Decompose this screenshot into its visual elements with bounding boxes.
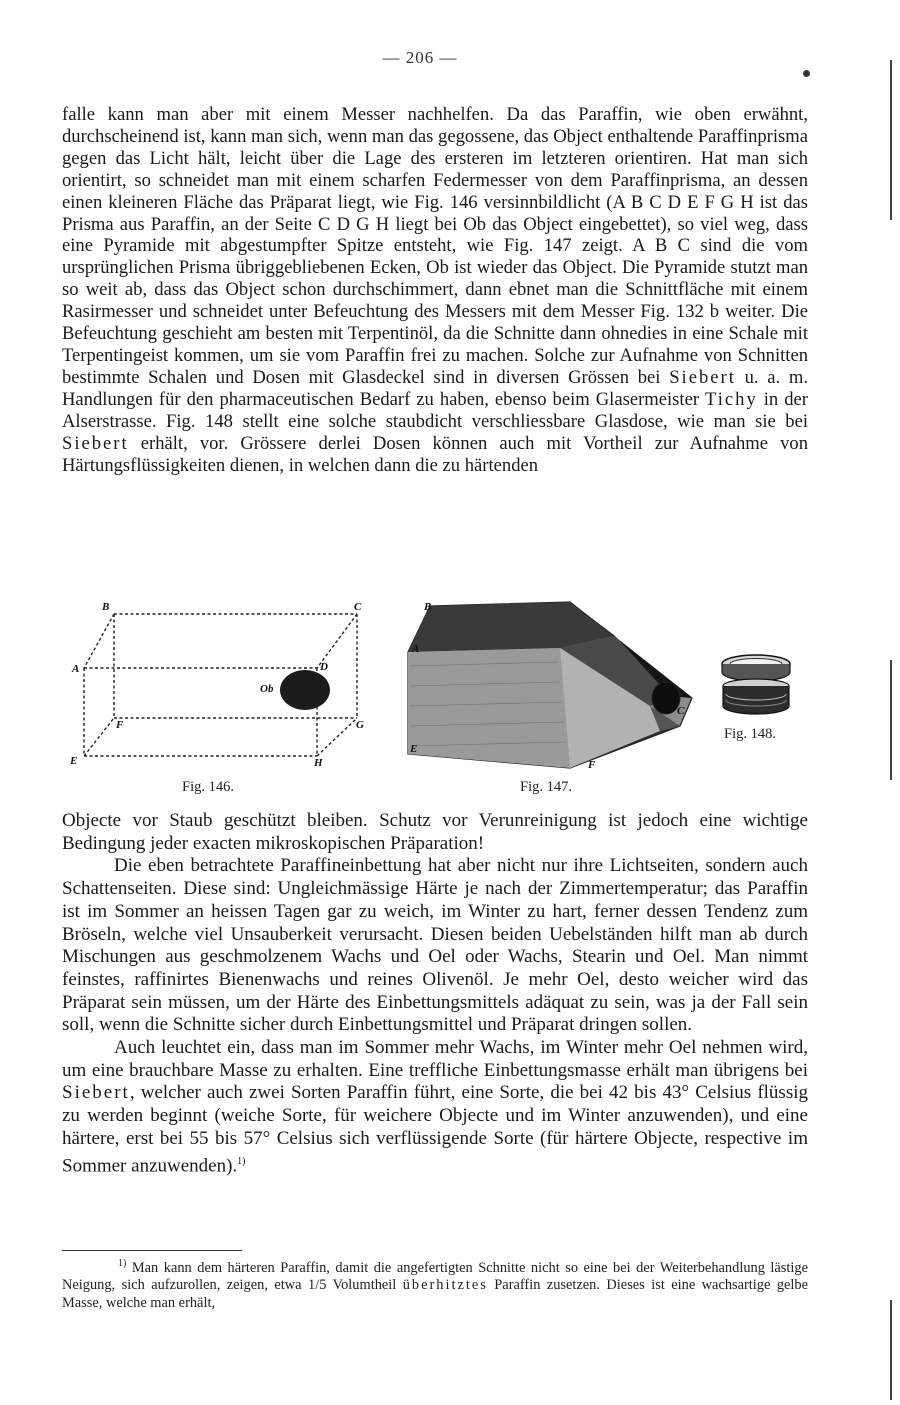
embedded-object-blob bbox=[280, 670, 330, 710]
text-run: , welcher auch zwei Sorten Paraffin führt, eine Sorte, die bei 42 bis 43° Celsius flüssig zu werden beginnt (weiche Sorte, für weichere Objecte und im Winter anzuwenden), und eine härtere, erst bei 55 bis 57° Celsius sich verflüssigende Sorte (für härtere Objecte, respective im Sommer anzuwenden). bbox=[62, 1082, 808, 1176]
label-e: E bbox=[70, 755, 78, 767]
name-siebert: Siebert bbox=[669, 366, 736, 388]
label-a: A bbox=[72, 663, 80, 675]
footnote-divider bbox=[62, 1250, 242, 1251]
label-b: B bbox=[424, 601, 432, 613]
page-edge-line bbox=[890, 1300, 892, 1400]
page-edge-line bbox=[890, 660, 892, 780]
text-run: erhält, vor. Grössere derlei Dosen können auch mit Vortheil zur Aufnahme von Härtungsflüssigkeiten dienen, in welchen dann die zu härtenden bbox=[62, 432, 808, 476]
label-a: A bbox=[412, 643, 420, 655]
label-h: H bbox=[314, 757, 323, 769]
text-run: in der Alserstrasse. Fig. 148 stellt eine solche staubdicht verschliessbare Glasdose, wie man sie bei bbox=[62, 388, 808, 432]
paragraph-shadow-sides: Die eben betrachtete Paraffineinbettung hat aber nicht nur ihre Lichtseiten, sondern auch Schattenseiten. Diese sind: Ungleichmässige Härte je nach der Zimmertemperatur; das Paraffin ist im Sommer an heissen Tagen gar zu weich, im Winter zu hart, ferner dessen Tendenz zum Bröseln, welche viel Unsauberkeit verursacht. Diesen beiden Uebelständen hilft man ab durch Mischungen aus geschmolzenem Wachs und Oel oder Wachs, Stearin und Oel. Man nimmt feinstes, raffinirtes Bienenwachs und reines Olivenöl. Je mehr Oel, desto weicher wird das Präparat sein müssen, um der Härte des Einbettungsmittels adäquat zu sein, was ja der Fall sein soll, wenn die Schnitte sicher durch Einbettungsmittel und Präparat dringen sollen. bbox=[62, 855, 808, 1036]
figure-148-glass-box bbox=[716, 650, 796, 720]
label-e: E bbox=[410, 743, 418, 755]
text-run: falle kann man aber mit einem Messer nachhelfen. Da das Paraffin, wie oben erwähnt, durchscheinend ist, kann man sich, wenn man das gegossene, das Object enthaltende Paraffinprisma gegen das Licht hält, leicht über die Lage des ersteren im letzteren orientiren. Hat man sich orientirt, so schneidet man mit einem scharfen Federmesser von dem Paraffinprisma, an dessen einen kleineren Fläche das Präparat liegt, wie Fig. 146 versinnbildlicht (A B C D E F G H ist das Prisma aus Paraffin, an der Seite C D G H liegt bei Ob das Object eingebettet), so viel weg, dass eine Pyramide mit abgestumpfter Spitze entsteht, wie Fig. 147 zeigt. A B C sind die vom ursprünglichen Prisma übriggebliebenen Ecken, Ob ist wieder das Object. Die Pyramide stutzt man so weit ab, dass das Object schon durchschimmert, dann ebnet man die Schnittfläche mit einem Rasirmesser und schneidet unter Befeuchtung des Messers mit dem Messer Fig. 132 b weiter. Die Befeuchtung geschieht am besten mit Terpentinöl, da die Schnitte dann ohnedies in eine Schale mit Terpentingeist kommen, um sie vom Paraffin frei zu machen. Solche zur Aufnahme von Schnitten bestimmte Schalen und Dosen mit Glasdeckel sind in diversen Grössen bei bbox=[62, 104, 808, 388]
figure-147-pyramid-drawing bbox=[400, 596, 700, 771]
label-d: D bbox=[320, 661, 328, 673]
name-siebert: Siebert bbox=[62, 432, 129, 454]
figure-146-prism-diagram bbox=[62, 596, 372, 776]
label-g: G bbox=[356, 719, 364, 731]
footnote-reference: 1) bbox=[237, 1155, 246, 1167]
text-run: u. a. m. Handlungen für den pharmaceutischen Bedarf zu haben, ebenso beim Glasermeister bbox=[62, 366, 808, 410]
text-run: Auch leuchtet ein, dass man im Sommer mehr Wachs, im Winter mehr Oel nehmen wird, um eine brauchbare Masse zu erhalten. Eine treffliche Einbettungsmasse erhält man übrigens bei bbox=[62, 1037, 808, 1081]
body-paragraphs-2 bbox=[62, 810, 808, 1178]
text-run: Volumtheil bbox=[326, 1277, 403, 1294]
paragraph-continuation: Objecte vor Staub geschützt bleiben. Schutz vor Verunreinigung ist jedoch eine wichtige Bedingung jeder exacten mikroskopischen Präparation! bbox=[62, 810, 808, 854]
label-f: F bbox=[116, 719, 124, 731]
label-ob: Ob bbox=[260, 683, 274, 695]
page-edge-line bbox=[890, 60, 892, 220]
figure-146-caption: Fig. 146. bbox=[182, 779, 234, 795]
print-speck bbox=[803, 70, 810, 77]
text-run: Man kann dem härteren Paraffin, damit die angefertigten Schnitte nicht so eine bei der Weiterbehandlung lästige Neigung, sich aufzurollen, zeigen, etwa bbox=[62, 1259, 808, 1294]
label-c: C bbox=[677, 705, 685, 717]
text-run: Paraffin zusetzen. Dieses ist eine wachsartige gelbe Masse, welche man erhält, bbox=[62, 1277, 808, 1311]
name-tichy: Tichy bbox=[705, 388, 758, 410]
body-paragraph-1 bbox=[62, 104, 808, 476]
name-siebert: Siebert bbox=[62, 1082, 130, 1104]
footnote bbox=[62, 1255, 808, 1312]
footnote-mark: 1) bbox=[118, 1258, 127, 1269]
spaced-word: überhitztes bbox=[402, 1277, 488, 1294]
paragraph-wax-oil bbox=[62, 1037, 808, 1178]
page-number: — 206 — bbox=[382, 48, 458, 67]
label-f: F bbox=[588, 759, 596, 771]
figure-147-caption: Fig. 147. bbox=[520, 779, 572, 795]
figure-148-caption: Fig. 148. bbox=[724, 726, 776, 742]
label-c: C bbox=[354, 601, 362, 613]
label-b: B bbox=[102, 601, 110, 613]
fraction: 1/5 bbox=[308, 1277, 327, 1294]
